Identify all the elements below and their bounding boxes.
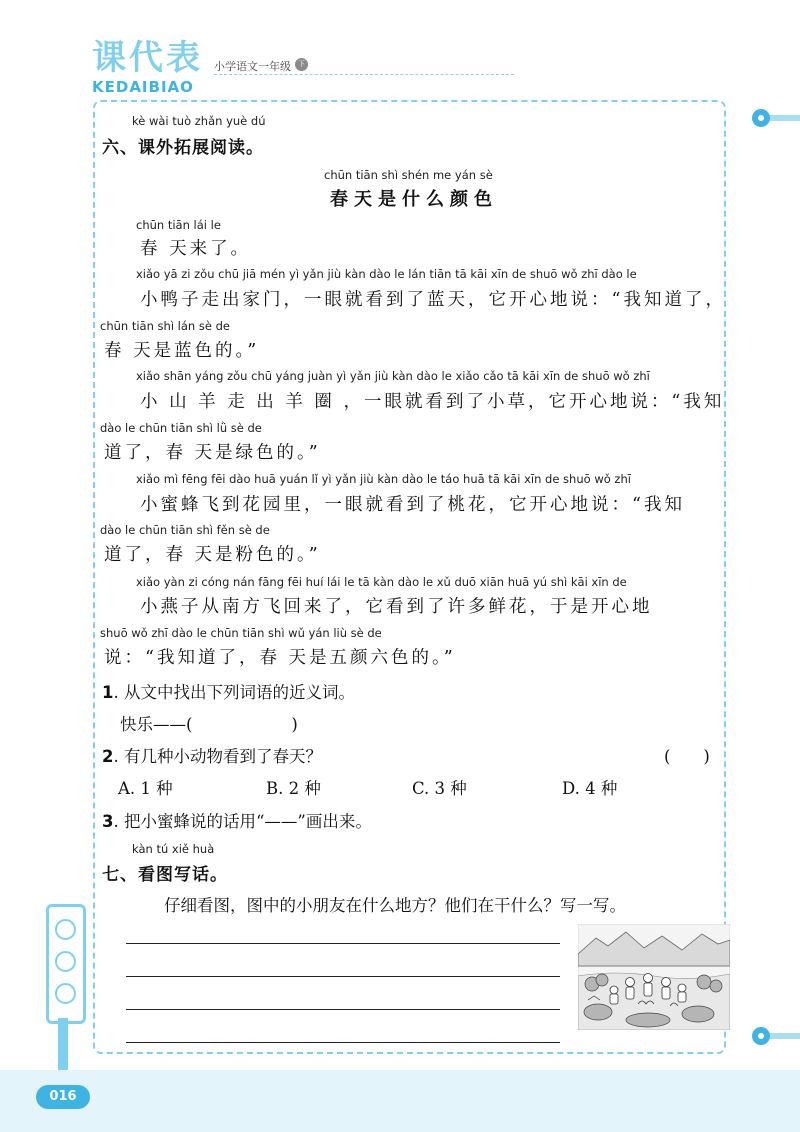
writing-line[interactable] <box>126 976 560 977</box>
option-d[interactable]: D. 4 种 <box>562 779 618 798</box>
pushpin-icon <box>752 1027 770 1045</box>
story-pinyin-6: dào le chūn tiān shì fěn sè de <box>100 523 270 537</box>
story-text-0: 春 天来了。 <box>140 239 252 259</box>
footer-band <box>0 1070 800 1132</box>
story-title-pinyin: chūn tiān shì shén me yán sè <box>324 168 493 182</box>
story-text-2: 春 天是蓝色的。” <box>104 341 260 361</box>
question-text: . 把小蜜蜂说的话用“——”画出来。 <box>113 812 372 831</box>
section7-heading: 七、看图写话。 <box>102 865 228 885</box>
option-b[interactable]: B. 2 种 <box>266 779 321 798</box>
grade-label: 小学语文一年级 <box>214 60 291 73</box>
light-circle <box>55 983 76 1004</box>
pushpin-icon <box>752 109 770 127</box>
question-number: 3 <box>102 812 114 831</box>
story-text-8: 说：“我知道了，春 天是五颜六色的。” <box>104 648 456 668</box>
question-3 <box>102 808 372 832</box>
question-text: . 从文中找出下列词语的近义词。 <box>113 683 355 702</box>
brand-logo <box>92 40 203 96</box>
section6-heading: 六、课外拓展阅读。 <box>102 138 264 158</box>
story-title: 春天是什么颜色 <box>330 189 498 210</box>
writing-line[interactable] <box>126 943 560 944</box>
question-number: 2 <box>102 747 114 766</box>
question-2 <box>102 743 322 767</box>
answer-paren[interactable]: ( ) <box>664 747 710 766</box>
park-illustration <box>578 924 730 1030</box>
option-a[interactable]: A. 1 种 <box>118 779 173 798</box>
writing-line[interactable] <box>126 1009 560 1010</box>
volume-badge: 下册 <box>295 58 308 71</box>
traffic-light-stem <box>58 1018 68 1070</box>
story-pinyin-7: xiǎo yàn zi cóng nán fāng fēi huí lái le tā kàn dào le xǔ duō xiān huā yú shì kāi xīn de <box>136 575 627 589</box>
story-text-5: 小蜜蜂飞到花园里，一眼就看到了桃花，它开心地说：“我知 <box>140 495 685 515</box>
story-text-3: 小 山 羊 走 出 羊 圈 ，一眼就看到了小草，它开心地说：“我知 <box>140 392 725 412</box>
question-number: 1 <box>102 683 114 702</box>
story-pinyin-1: xiǎo yā zi zǒu chū jiā mén yì yǎn jiù kàn dào le lán tiān tā kāi xīn de shuō wǒ zhī dào le <box>136 267 637 281</box>
section7-pinyin: kàn tú xiě huà <box>132 842 215 856</box>
synonym-blank[interactable]: 快乐——( ) <box>120 715 298 734</box>
header-divider <box>214 74 514 75</box>
page-number: 016 <box>36 1085 90 1109</box>
light-circle <box>55 919 76 940</box>
question-text: . 有几种小动物看到了春天？ <box>113 747 322 766</box>
brand-title: 课代表 <box>92 38 203 78</box>
story-pinyin-5: xiǎo mì fēng fēi dào huā yuán lǐ yì yǎn jiù kàn dào le táo huā tā kāi xīn de shuō wǒ zhī <box>136 472 631 486</box>
story-pinyin-0: chūn tiān lái le <box>136 218 221 232</box>
story-text-4: 道了，春 天是绿色的。” <box>104 443 321 463</box>
story-pinyin-4: dào le chūn tiān shì lǜ sè de <box>100 421 262 435</box>
story-text-1: 小鸭子走出家门，一眼就看到了蓝天，它开心地说：“我知道了， <box>140 290 726 310</box>
traffic-light-icon <box>46 904 86 1024</box>
writing-prompt: 仔细看图，图中的小朋友在什么地方？他们在干什么？写一写。 <box>164 896 626 915</box>
light-circle <box>55 951 76 972</box>
question-1 <box>102 679 355 703</box>
brand-latin: KEDAIBIAO <box>92 78 194 96</box>
story-pinyin-2: chūn tiān shì lán sè de <box>100 319 230 333</box>
section6-pinyin: kè wài tuò zhǎn yuè dú <box>132 114 266 128</box>
story-pinyin-8: shuō wǒ zhī dào le chūn tiān shì wǔ yán liù sè de <box>100 626 382 640</box>
story-pinyin-3: xiǎo shān yáng zǒu chū yáng juàn yì yǎn jiù kàn dào le xiǎo cǎo tā kāi xīn de shuō wǒ zhī <box>136 369 650 383</box>
option-c[interactable]: C. 3 种 <box>412 779 467 798</box>
story-text-6: 道了，春 天是粉色的。” <box>104 545 321 565</box>
story-text-7: 小燕子从南方飞回来了，它看到了许多鲜花，于是开心地 <box>140 597 653 617</box>
writing-line[interactable] <box>126 1042 560 1043</box>
